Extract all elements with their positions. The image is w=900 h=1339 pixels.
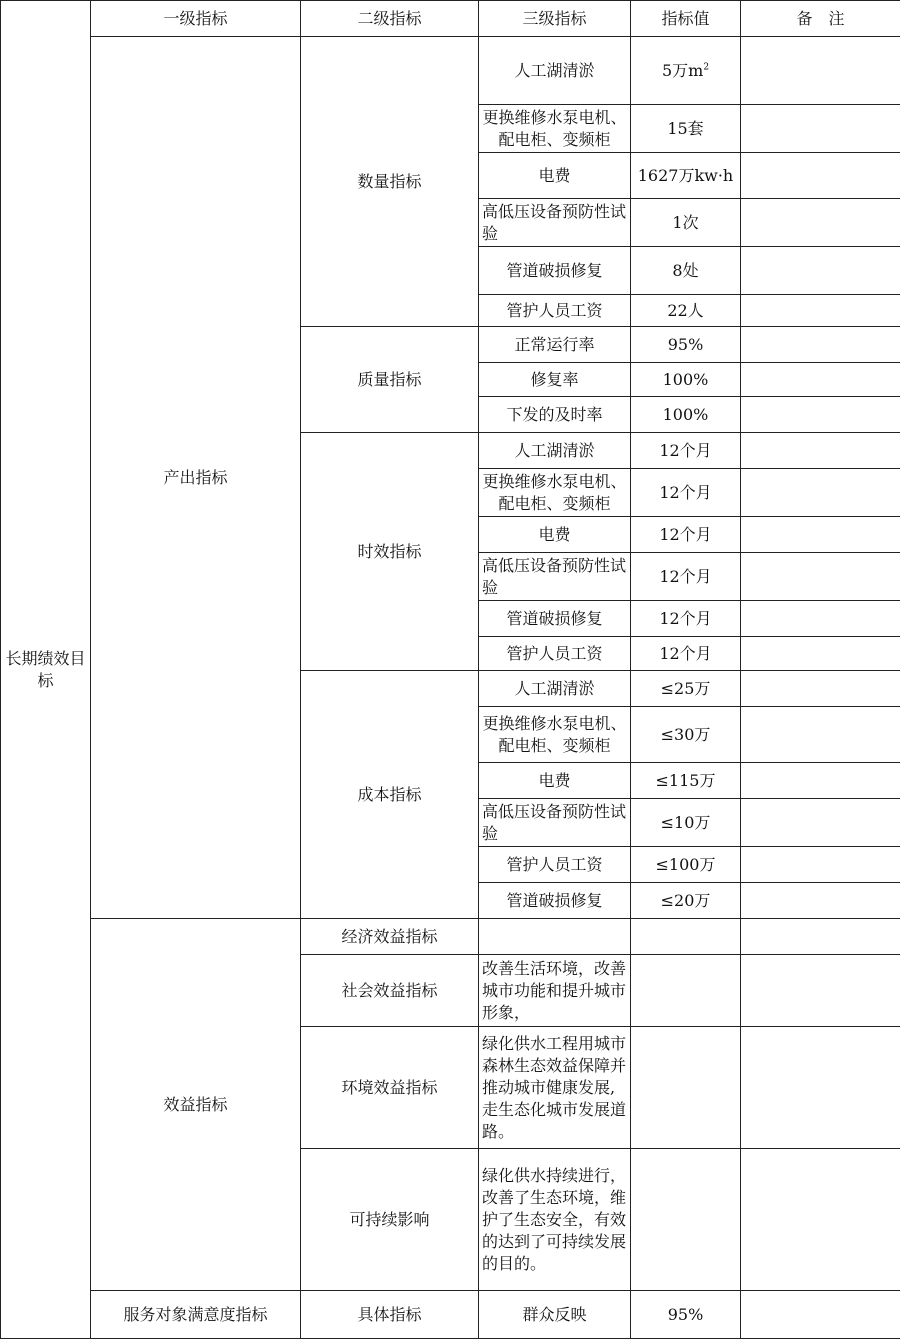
- item-cell: 电费: [479, 517, 631, 553]
- remark-cell: [741, 517, 900, 553]
- remark-cell: [741, 105, 900, 153]
- item-cell: 群众反映: [479, 1291, 631, 1339]
- value-cell: ≤30万: [631, 707, 741, 763]
- remark-cell: [741, 37, 900, 105]
- level2-cost: 成本指标: [301, 671, 479, 919]
- remark-cell: [741, 199, 900, 247]
- value-cell: 12个月: [631, 601, 741, 637]
- value-cell: 12个月: [631, 517, 741, 553]
- level2-social: 社会效益指标: [301, 955, 479, 1027]
- table-row: [1, 919, 900, 955]
- value-cell: 95%: [631, 1291, 741, 1339]
- goal-column-header: 长期绩效目标: [1, 1, 91, 1339]
- remark-cell: [741, 955, 900, 1027]
- level2-economic: 经济效益指标: [301, 919, 479, 955]
- level2-sustainable: 可持续影响: [301, 1149, 479, 1291]
- item-cell: 电费: [479, 153, 631, 199]
- item-cell: 修复率: [479, 363, 631, 397]
- remark-cell: [741, 553, 900, 601]
- item-cell: 更换维修水泵电机、配电柜、变频柜: [479, 707, 631, 763]
- remark-cell: [741, 1149, 900, 1291]
- value-cell: ≤10万: [631, 799, 741, 847]
- item-cell: 人工湖清淤: [479, 671, 631, 707]
- level1-header: 一级指标: [91, 1, 301, 37]
- item-cell: 管道破损修复: [479, 883, 631, 919]
- value-header: 指标值: [631, 1, 741, 37]
- item-cell: 下发的及时率: [479, 397, 631, 433]
- value-cell: ≤100万: [631, 847, 741, 883]
- value-cell: ≤115万: [631, 763, 741, 799]
- item-cell: 管护人员工资: [479, 295, 631, 327]
- value-cell: 95%: [631, 327, 741, 363]
- level2-quality: 质量指标: [301, 327, 479, 433]
- remark-cell: [741, 327, 900, 363]
- value-cell: ≤25万: [631, 671, 741, 707]
- remark-cell: [741, 637, 900, 671]
- remark-header: 备 注: [741, 1, 900, 37]
- value-cell: [631, 1149, 741, 1291]
- remark-cell: [741, 707, 900, 763]
- remark-cell: [741, 883, 900, 919]
- remark-cell: [741, 469, 900, 517]
- remark-cell: [741, 847, 900, 883]
- item-cell: 更换维修水泵电机、配电柜、变频柜: [479, 105, 631, 153]
- item-cell: 绿化供水工程用城市森林生态效益保障并推动城市健康发展,走生态化城市发展道路。: [479, 1027, 631, 1149]
- value-cell: 12个月: [631, 469, 741, 517]
- item-cell: 管道破损修复: [479, 247, 631, 295]
- value-cell: 12个月: [631, 637, 741, 671]
- remark-cell: [741, 295, 900, 327]
- value-cell: 5万$m^2$: [631, 37, 741, 105]
- remark-cell: [741, 1027, 900, 1149]
- remark-cell: [741, 433, 900, 469]
- item-cell: 人工湖清淤: [479, 433, 631, 469]
- remark-cell: [741, 919, 900, 955]
- item-cell: 正常运行率: [479, 327, 631, 363]
- remark-cell: [741, 763, 900, 799]
- value-cell: 15套: [631, 105, 741, 153]
- value-cell: 1627万kw·h: [631, 153, 741, 199]
- item-cell: 人工湖清淤: [479, 37, 631, 105]
- remark-cell: [741, 671, 900, 707]
- value-cell: [631, 919, 741, 955]
- item-cell: 更换维修水泵电机、配电柜、变频柜: [479, 469, 631, 517]
- remark-cell: [741, 397, 900, 433]
- item-cell: 绿化供水持续进行，改善了生态环境，维护了生态安全，有效的达到了可持续发展的目的。: [479, 1149, 631, 1291]
- value-cell: [631, 1027, 741, 1149]
- superscript: 2: [703, 62, 710, 73]
- level2-environmental: 环境效益指标: [301, 1027, 479, 1149]
- remark-cell: [741, 1291, 900, 1339]
- level3-header: 三级指标: [479, 1, 631, 37]
- value-cell: 12个月: [631, 433, 741, 469]
- table-row: [1, 37, 900, 105]
- value-cell: 8处: [631, 247, 741, 295]
- value-cell: 1次: [631, 199, 741, 247]
- item-cell: 管道破损修复: [479, 601, 631, 637]
- value-cell: ≤20万: [631, 883, 741, 919]
- item-cell: 管护人员工资: [479, 637, 631, 671]
- item-cell: 高低压设备预防性试验: [479, 199, 631, 247]
- level2-specific: 具体指标: [301, 1291, 479, 1339]
- value-cell: 100%: [631, 363, 741, 397]
- value-cell: 22人: [631, 295, 741, 327]
- item-cell: [479, 919, 631, 955]
- remark-cell: [741, 799, 900, 847]
- item-cell: 电费: [479, 763, 631, 799]
- level2-header: 二级指标: [301, 1, 479, 37]
- level2-timeliness: 时效指标: [301, 433, 479, 671]
- header-row: [1, 1, 900, 37]
- table-row: [1, 1291, 900, 1339]
- level1-output: 产出指标: [91, 37, 301, 919]
- value-cell: [631, 955, 741, 1027]
- remark-cell: [741, 601, 900, 637]
- remark-cell: [741, 153, 900, 199]
- remark-cell: [741, 363, 900, 397]
- level1-benefit: 效益指标: [91, 919, 301, 1291]
- level2-quantity: 数量指标: [301, 37, 479, 327]
- item-cell: 改善生活环境，改善城市功能和提升城市形象，: [479, 955, 631, 1027]
- value-cell: 12个月: [631, 553, 741, 601]
- remark-cell: [741, 247, 900, 295]
- value-cell: 100%: [631, 397, 741, 433]
- level1-satisfaction: 服务对象满意度指标: [91, 1291, 301, 1339]
- item-cell: 高低压设备预防性试验: [479, 799, 631, 847]
- item-cell: 高低压设备预防性试验: [479, 553, 631, 601]
- item-cell: 管护人员工资: [479, 847, 631, 883]
